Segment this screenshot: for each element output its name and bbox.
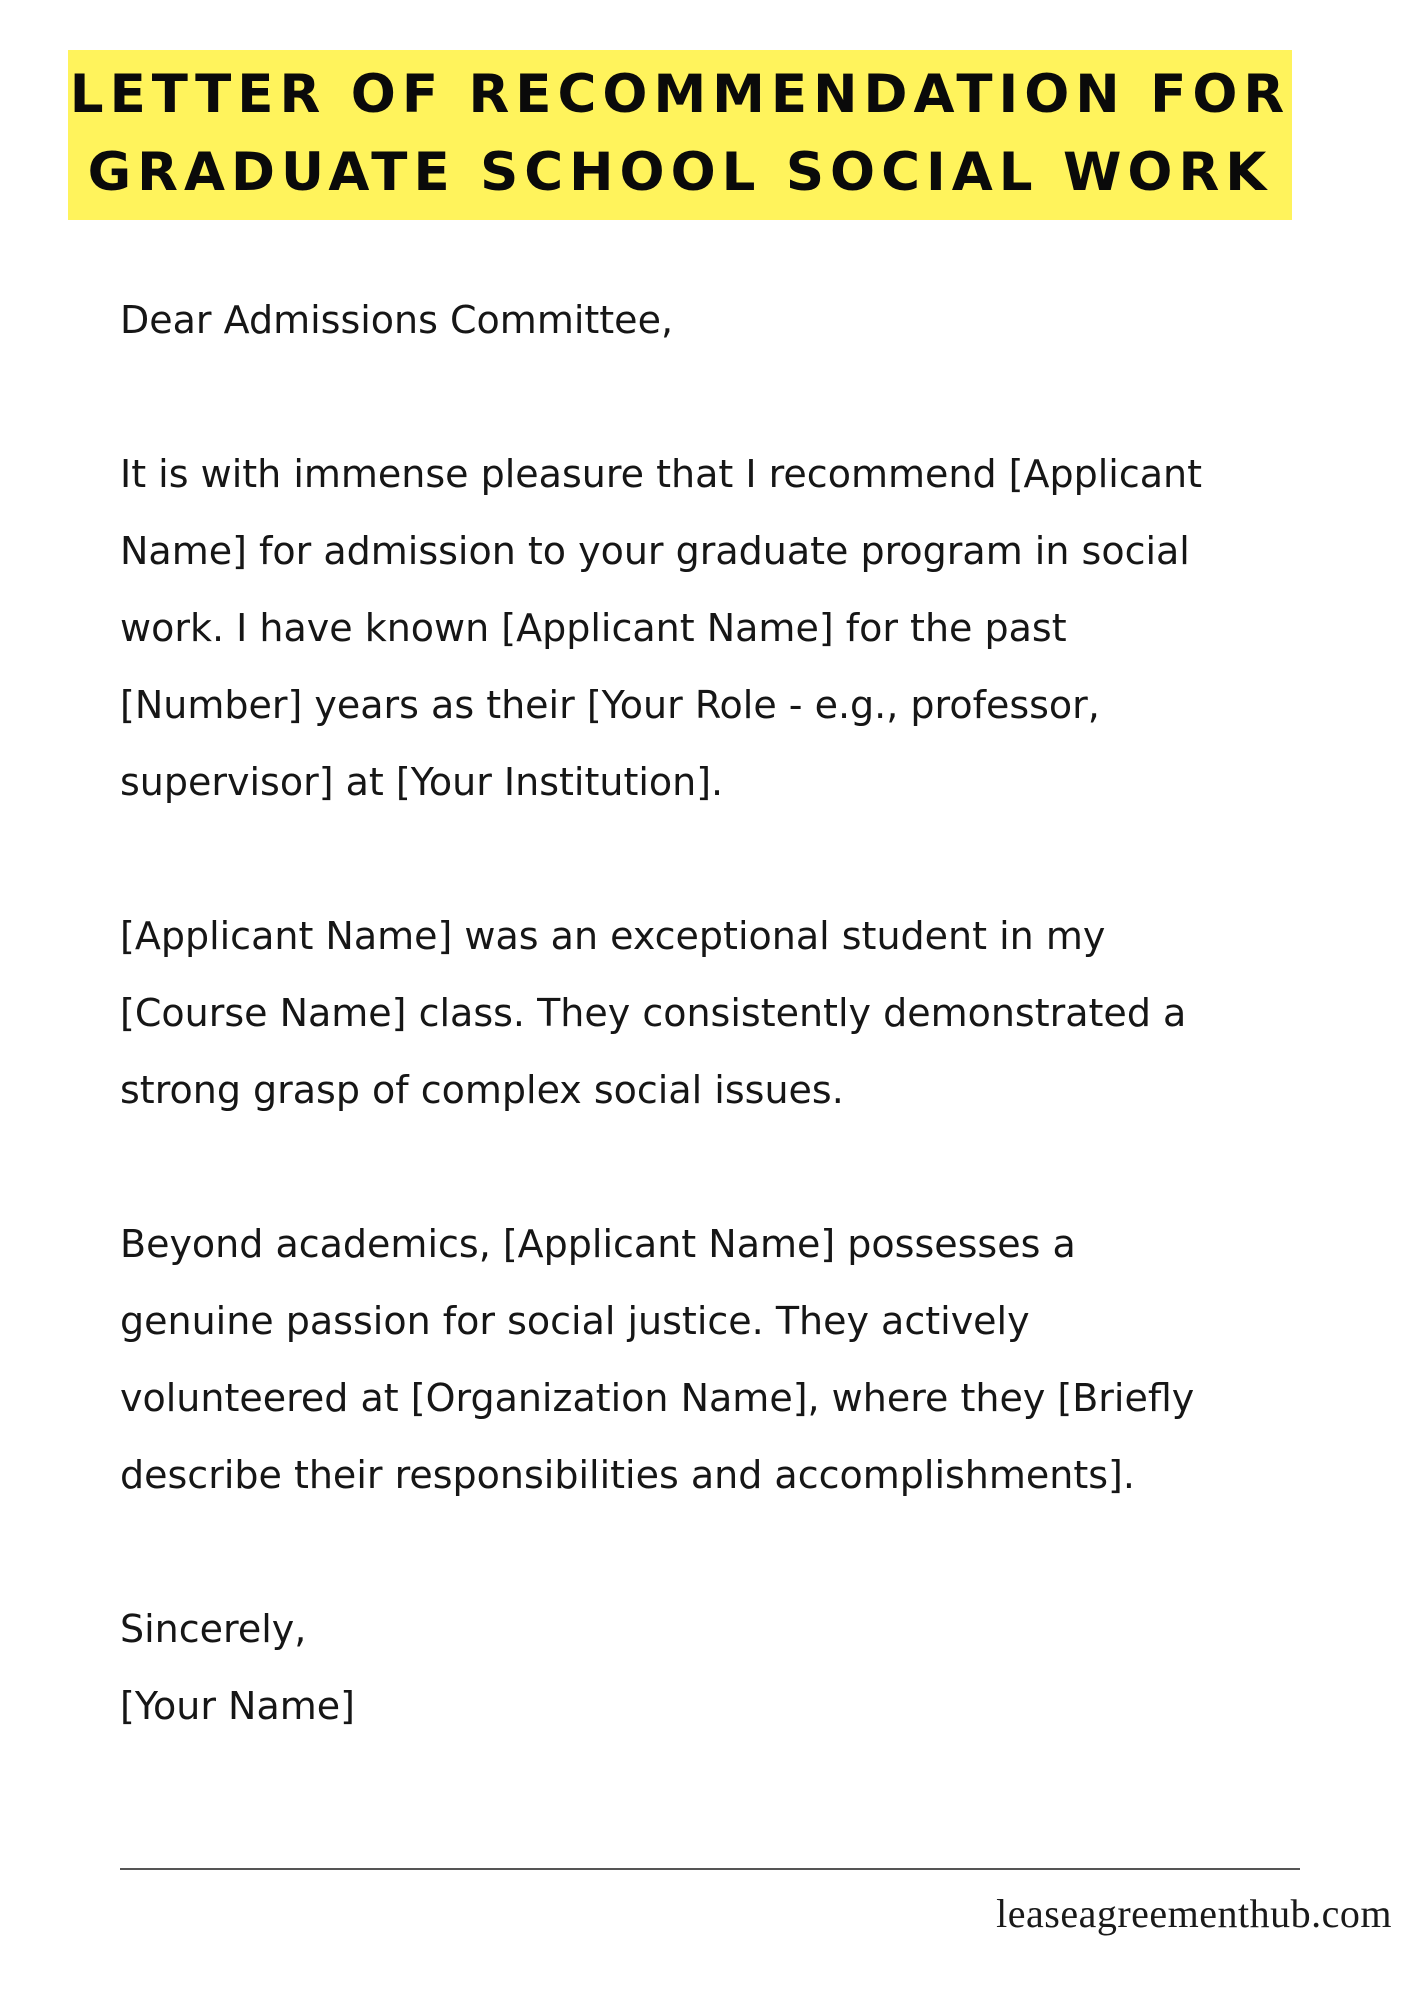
paragraph-gap — [120, 359, 1350, 436]
paragraph-1 — [120, 436, 1350, 821]
paragraph-line: Beyond academics, [Applicant Name] possesses a — [120, 1222, 1076, 1266]
website-watermark: leaseagreementhub.com — [996, 1891, 1392, 1936]
paragraph-line: It is with immense pleasure that I recommend [Applicant — [120, 452, 1202, 496]
paragraph-line: volunteered at [Organization Name], where they [Briefly — [120, 1376, 1195, 1420]
paragraph-line: [Number] years as their [Your Role - e.g., professor, — [120, 683, 1100, 727]
paragraph-gap — [120, 821, 1350, 898]
paragraph-gap — [120, 1129, 1350, 1206]
letter-body — [120, 282, 1350, 1745]
closing: Sincerely, — [120, 1607, 307, 1651]
paragraph-line: strong grasp of complex social issues. — [120, 1068, 844, 1112]
paragraph-line: [Course Name] class. They consistently demonstrated a — [120, 991, 1187, 1035]
paragraph-line: describe their responsibilities and accomplishments]. — [120, 1453, 1135, 1497]
paragraph-line: supervisor] at [Your Institution]. — [120, 760, 724, 804]
footer-divider — [120, 1868, 1300, 1870]
paragraph-3 — [120, 1206, 1350, 1514]
paragraph-line: genuine passion for social justice. They actively — [120, 1299, 1030, 1343]
salutation: Dear Admissions Committee, — [120, 298, 674, 342]
title-highlight — [68, 50, 1292, 220]
signature-placeholder: [Your Name] — [120, 1684, 355, 1728]
paragraph-line: Name] for admission to your graduate program in social — [120, 529, 1190, 573]
paragraph-line: [Applicant Name] was an exceptional student in my — [120, 914, 1106, 958]
paragraph-gap — [120, 1514, 1350, 1591]
paragraph-2 — [120, 898, 1350, 1129]
title-line-2: GRADUATE SCHOOL SOCIAL WORK — [87, 142, 1273, 203]
paragraph-line: work. I have known [Applicant Name] for the past — [120, 606, 1067, 650]
title-line-1: LETTER OF RECOMMENDATION FOR — [69, 64, 1291, 125]
